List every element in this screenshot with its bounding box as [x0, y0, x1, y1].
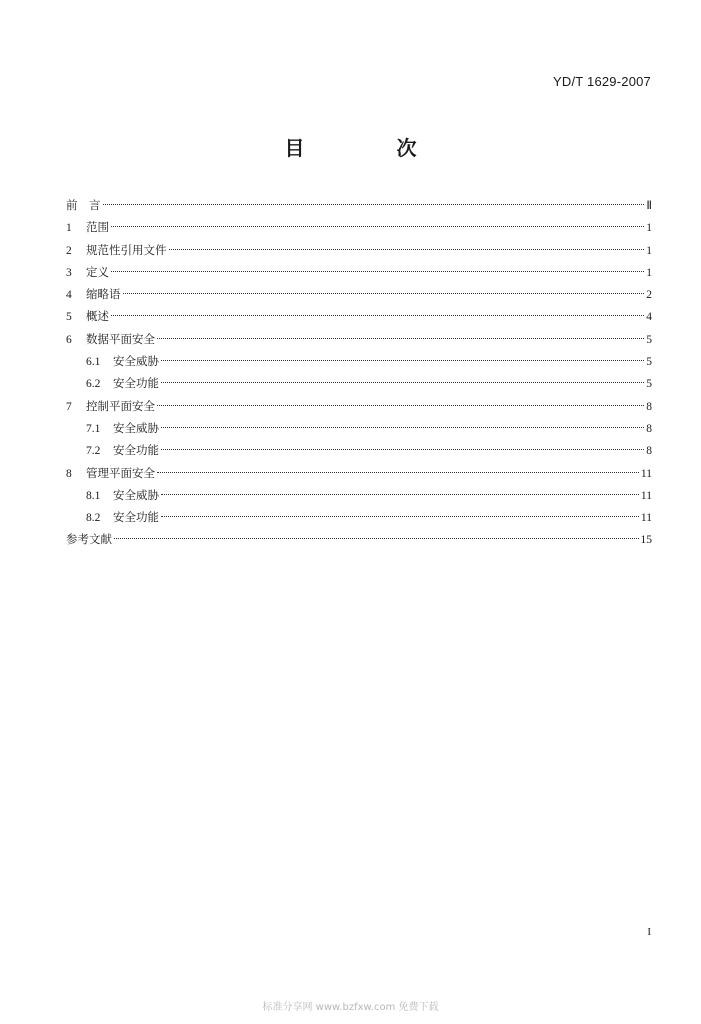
- toc-entry-page: Ⅱ: [646, 200, 652, 212]
- toc-entry-page: 11: [640, 489, 652, 502]
- toc-entry-number: 6: [66, 333, 72, 346]
- toc-entry[interactable]: [66, 528, 652, 550]
- toc-entry[interactable]: [66, 506, 652, 528]
- toc-entry-page: 5: [646, 333, 652, 346]
- toc-entry[interactable]: [66, 283, 652, 305]
- toc-entry[interactable]: [66, 261, 652, 283]
- toc-dot-leader: [114, 538, 639, 539]
- toc-entry-title: 管理平面安全: [86, 465, 155, 480]
- toc-entry-page: 8: [646, 445, 652, 458]
- toc-entry-page: 2: [646, 289, 652, 302]
- toc-entry-title: 安全威胁: [113, 487, 159, 502]
- toc-entry-title: 定义: [86, 264, 109, 279]
- toc-entry-title: 数据平面安全: [86, 331, 155, 346]
- toc-entry-title: 概述: [86, 309, 109, 324]
- toc-entry-title: 安全威胁: [113, 420, 159, 435]
- toc-dot-leader: [157, 338, 644, 339]
- toc-entry-number: 8.2: [86, 512, 101, 525]
- toc-entry[interactable]: [66, 328, 652, 350]
- toc-entry-page: 1: [646, 244, 652, 257]
- toc-entry-number: 4: [66, 289, 72, 302]
- toc-entry-page: 8: [646, 422, 652, 435]
- toc-entry[interactable]: [66, 239, 652, 261]
- toc-entry-title: 安全功能: [113, 376, 159, 391]
- toc-entry-number: 1: [66, 222, 72, 235]
- toc-entry[interactable]: [66, 439, 652, 461]
- standard-code: YD/T 1629-2007: [553, 74, 651, 89]
- toc-entry-number: 5: [66, 311, 72, 324]
- toc-entry[interactable]: [66, 216, 652, 238]
- toc-entry-number: 3: [66, 266, 72, 279]
- toc-entry-title: 缩略语: [86, 287, 121, 302]
- toc-entry-number: 7.2: [86, 445, 101, 458]
- toc-entry-page: 15: [640, 534, 652, 547]
- toc-dot-leader: [111, 315, 644, 316]
- toc-dot-leader: [161, 494, 639, 495]
- toc-entry-number: 8: [66, 467, 72, 480]
- toc-entry-number: 6.1: [86, 356, 101, 369]
- toc-entry-number: 7: [66, 400, 72, 413]
- toc-dot-leader: [169, 249, 645, 250]
- toc-entry-page: 5: [646, 356, 652, 369]
- page-number: I: [647, 926, 651, 938]
- toc-dot-leader: [161, 449, 644, 450]
- toc-entry-number: 2: [66, 244, 72, 257]
- toc-entry-number: 6.2: [86, 378, 101, 391]
- toc-entry[interactable]: [66, 194, 652, 216]
- toc-dot-leader: [103, 204, 645, 205]
- toc-entry[interactable]: [66, 305, 652, 327]
- toc-entry-title: 参考文献: [66, 532, 112, 547]
- toc-dot-leader: [161, 360, 644, 361]
- toc-entry-number: 7.1: [86, 422, 101, 435]
- toc-entry[interactable]: [66, 372, 652, 394]
- toc-entry-title: 安全功能: [113, 443, 159, 458]
- watermark: 标准分享网 www.bzfxw.com 免费下载: [262, 1002, 439, 1013]
- toc-dot-leader: [157, 405, 644, 406]
- toc-entry[interactable]: [66, 350, 652, 372]
- toc-entry[interactable]: [66, 395, 652, 417]
- toc-dot-leader: [123, 293, 645, 294]
- toc-dot-leader: [111, 226, 644, 227]
- toc-entry-title: 规范性引用文件: [86, 242, 167, 257]
- toc-entry-page: 1: [646, 222, 652, 235]
- toc-entry-page: 4: [646, 311, 652, 324]
- toc-entry[interactable]: [66, 484, 652, 506]
- toc-entry[interactable]: [66, 462, 652, 484]
- toc-entry-title: 范围: [86, 220, 109, 235]
- toc-dot-leader: [161, 427, 644, 428]
- toc-entry-page: 11: [640, 467, 652, 480]
- toc-entry-title: 安全威胁: [113, 354, 159, 369]
- toc-entry-number: 8.1: [86, 489, 101, 502]
- toc-dot-leader: [161, 516, 639, 517]
- toc-entry-title: 控制平面安全: [86, 398, 155, 413]
- page-title: 目 次: [284, 136, 453, 160]
- toc-entry-title: 安全功能: [113, 510, 159, 525]
- toc-entry-title: 前 言: [66, 198, 101, 212]
- table-of-contents: [66, 194, 652, 551]
- toc-dot-leader: [111, 271, 644, 272]
- toc-entry-page: 5: [646, 378, 652, 391]
- toc-dot-leader: [161, 382, 644, 383]
- toc-entry[interactable]: [66, 417, 652, 439]
- toc-entry-page: 11: [640, 512, 652, 525]
- toc-entry-page: 8: [646, 400, 652, 413]
- toc-entry-page: 1: [646, 266, 652, 279]
- toc-dot-leader: [157, 472, 639, 473]
